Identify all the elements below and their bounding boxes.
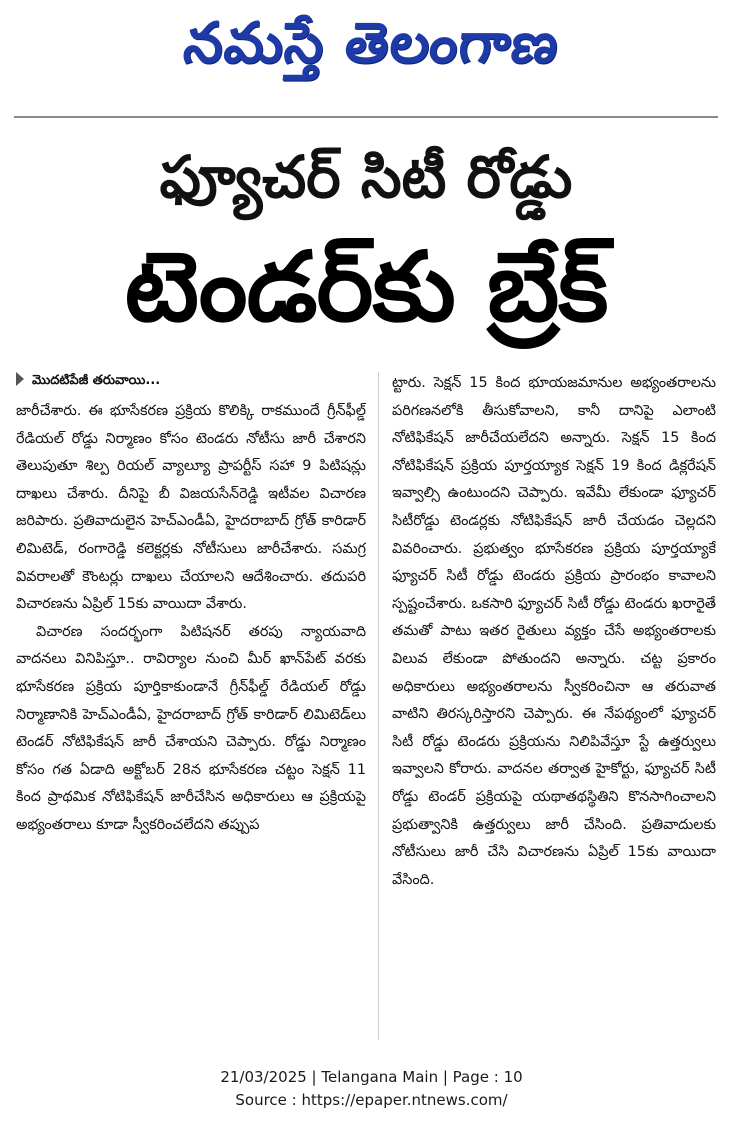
column-divider [378, 372, 379, 1040]
kicker-label: మొదటిపేజీ తరువాయి... [32, 373, 161, 388]
article-paragraph: విచారణ సందర్భంగా పిటిషనర్‌ తరపు న్యాయవాది వాదనలు వినిపిస్తూ.. రావిర్యాల నుంచి మీర్‌ ఖాన్‌పేట్‌ వరకు భూసేకరణ ప్రక్రియ పూర్తికాకుండానే గ్రీన్‌ఫీల్డ్‌ రేడియల్‌ రోడ్డు నిర్మాణానికి హెచ్‌ఎండీఏ, హైదరాబాద్‌ గ్రోత్‌ కారిడార్‌ లిమిటెడ్‌లు టెండర్‌ నోటిఫికేషన్‌ జారీ చేశాయని చెప్పారు. రోడ్డు నిర్మాణం కోసం గత ఏడాది అక్టోబర్‌ 28న భూసేకరణ చట్టం సెక్షన్‌ 11 కింద ప్రాథమిక నోటిఫికేషన్‌ జారీచేసిన అధికారులు ఆ ప్రక్రియపై అభ్యంతరాలు కూడా స్వీకరించలేదని తప్పుప [16, 623, 366, 833]
chevron-right-icon [16, 372, 24, 386]
article-column-left [16, 398, 366, 1040]
article-column-right [392, 370, 716, 982]
continuation-kicker [16, 372, 160, 394]
footer-date-edition: 21/03/2025 | Telangana Main | Page : 10 [220, 1068, 523, 1086]
headline-line-1: ఫ్యూచర్‌ సిటీ రోడ్డు [159, 143, 573, 211]
masthead-title: నమస్తే తెలంగాణ [180, 10, 563, 76]
footer-source-link[interactable]: Source : https://epaper.ntnews.com/ [235, 1091, 508, 1109]
article-paragraph: ట్టారు. సెక్షన్‌ 15 కింద భూయజమానుల అభ్యంతరాలను పరిగణనలోకి తీసుకోవాలని, కానీ దానిపై ఎలాంటి నోటిఫికేషన్‌ జారీచేయలేదని అన్నారు. సెక్షన్‌ 15 కింద నోటిఫికేషన్‌ ప్రక్రియ పూర్తయ్యాక సెక్షన్‌ 19 కింద డిక్లరేషన్‌ ఇవ్వాల్సి ఉంటుందని చెప్పారు. ఇవేమీ లేకుండా ఫ్యూచర్‌ సిటీరోడ్డు టెండర్లకు నోటిఫికేషన్‌ జారీ చేయడం చెల్లదని వివరించారు. ప్రభుత్వం భూసేకరణ ప్రక్రియ పూర్తయ్యాకే ఫ్యూచర్‌ సిటీ రోడ్డు టెండరు ప్రక్రియ ప్రారంభం కావాలని స్పష్టంచేశారు. ఒకసారి ఫ్యూచర్‌ సిటీ రోడ్డు టెండరు ఖరారైతే తమతో పాటు ఇతర రైతులు వ్యక్తం చేసే అభ్యంతరాలకు విలువ లేకుండా పోతుందని అన్నారు. చట్ట ప్రకారం అధికారులు అభ్యంతరాలను స్వీకరించినా ఆ తరువాత వాటిని తిరస్కరిస్తారని చెప్పారు. ఈ నేపథ్యంలో ఫ్యూచర్‌ సిటీ రోడ్డు టెండరు ప్రక్రియను నిలిపివేస్తూ స్టే ఉత్తర్వులు ఇవ్వాలని కోరారు. వాదనల తర్వాత హైకోర్టు, ఫ్యూచర్‌ సిటీ రోడ్డు టెండర్‌ ప్రక్రియపై యథాతథస్థితిని కొనసాగించాలని ప్రభుత్వానికి ఉత్తర్వులు జారీ చేసింది. ప్రతివాదులకు నోటీసులు జారీ చేసి విచారణను ఏప్రిల్‌ 15కు వాయిదా వేసింది. [392, 375, 716, 888]
masthead-divider [14, 116, 718, 118]
headline-line-2: టెండర్‌కు బ్రేక్‌ [124, 231, 608, 343]
article-paragraph: జారీచేశారు. ఈ భూసేకరణ ప్రక్రియ కొలిక్కి రాకముందే గ్రీన్‌ఫీల్డ్‌ రేడియల్‌ రోడ్డు నిర్మాణం కోసం టెండరు నోటీసు జారీ చేశారని తెలుపుతూ శిల్ప రియల్‌ వ్యాల్యూ ప్రాపర్టీస్‌ సహా 9 పిటిషన్లు దాఖలు చేశారు. దీనిపై బీ విజయసేన్‌రెడ్డి ఇటీవల విచారణ జరిపారు. ప్రతివాదులైన హెచ్‌ఎండీఏ, హైదరాబాద్‌ గ్రోత్‌ కారిడార్‌ లిమిటెడ్‌, రంగారెడ్డి కలెక్టర్లకు నోటీసులు జారీచేశారు. సమగ్ర వివరాలతో కౌంటర్లు దాఖలు చేయాలని ఆదేశించారు. తదుపరి విచారణను ఏప్రిల్‌ 15కు వాయిదా వేశారు. [16, 403, 366, 613]
newspaper-masthead [0, 4, 743, 82]
